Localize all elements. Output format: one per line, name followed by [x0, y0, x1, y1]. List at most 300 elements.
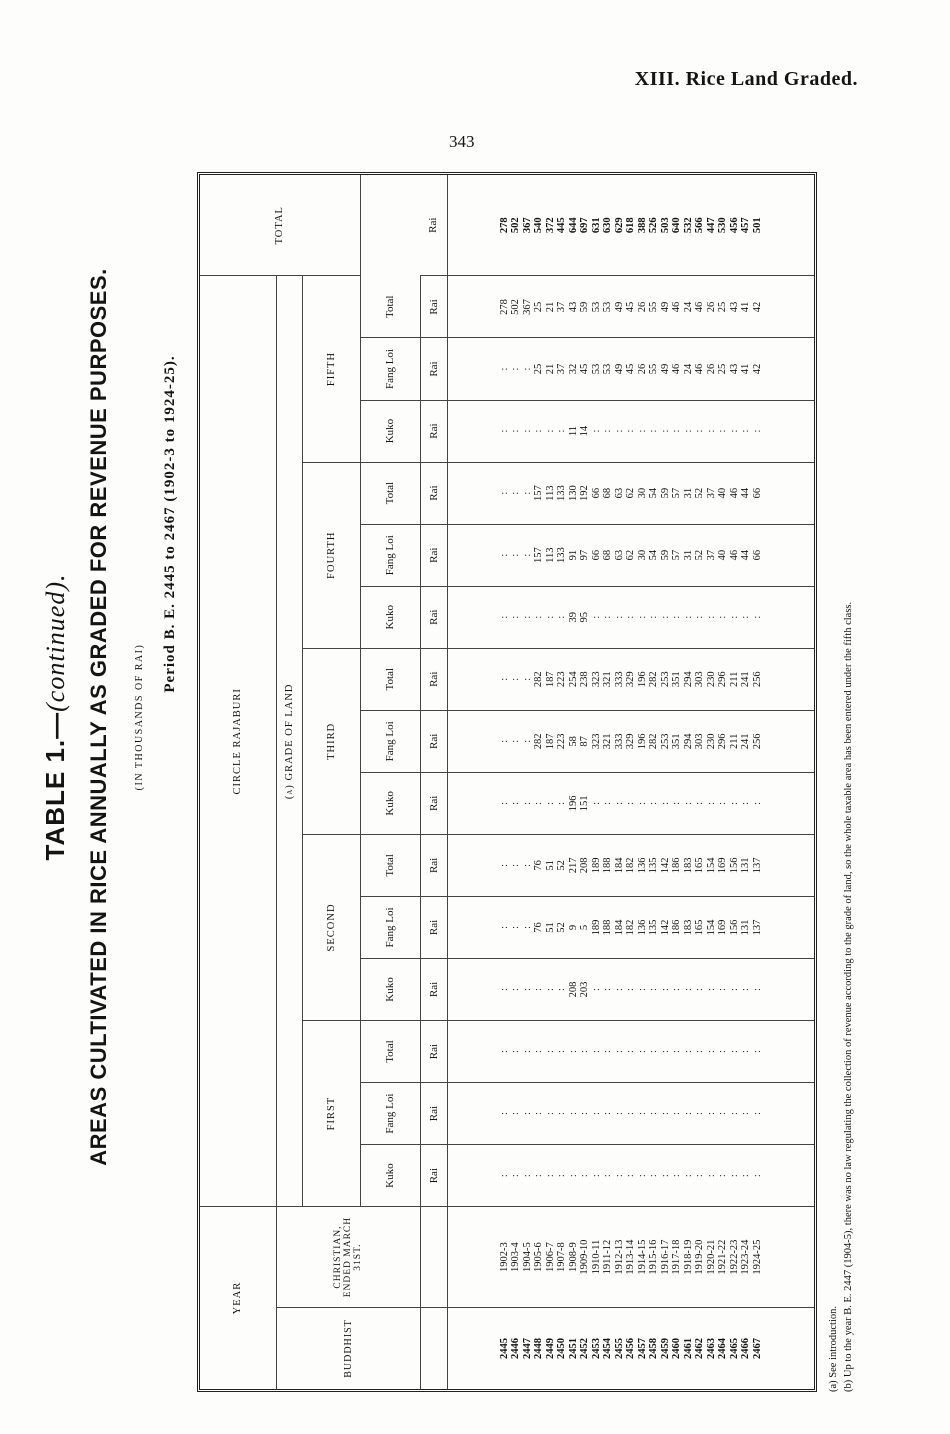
table-cell: 156	[728, 857, 740, 874]
unit-row	[420, 175, 447, 1389]
grade-fourth-header: FOURTH	[302, 462, 360, 648]
table-cell: 76	[533, 860, 544, 871]
table-cell: :	[521, 491, 533, 495]
table-cell: 154	[705, 857, 717, 874]
table-cell: :	[533, 801, 544, 805]
table-cell: 189	[590, 857, 602, 874]
table-cell: 282	[648, 671, 659, 688]
table-cell: 42	[751, 301, 763, 313]
table-cell: 2466	[740, 1338, 751, 1359]
table-cell: 54	[648, 549, 659, 561]
table-cell: :	[521, 1050, 533, 1053]
unit-cell: Rai	[420, 896, 447, 958]
table-cell: :	[590, 429, 602, 433]
table-cell: :	[682, 801, 694, 805]
table-cell: 59	[579, 301, 590, 313]
table-cell: 184	[613, 919, 625, 936]
unit-cell-empty	[420, 1307, 447, 1389]
subcol-second-0: Kuko	[360, 958, 420, 1020]
table-cell: 631	[590, 217, 602, 234]
table-title-prefix: TABLE 1.—	[40, 711, 70, 861]
table-cell: 43	[567, 301, 579, 313]
table-cell: :	[533, 429, 544, 433]
table-cell: 640	[671, 217, 682, 234]
table-cell: :	[694, 801, 705, 805]
table-cell: :	[579, 1112, 590, 1116]
table-cell: 223	[556, 671, 567, 688]
table-cell: :	[521, 925, 533, 929]
unit-cell: Rai	[420, 1145, 447, 1207]
table-cell: 351	[671, 733, 682, 750]
table-cell: :	[556, 988, 567, 991]
table-cell: :	[705, 988, 717, 991]
table-cell: :	[590, 1112, 602, 1116]
table-cell: 31	[682, 487, 694, 499]
table-cell: 445	[556, 217, 567, 234]
table-cell: 294	[682, 733, 694, 750]
subcol-second-1: Fang Loi	[360, 896, 420, 958]
table-cell: 24	[682, 363, 694, 375]
table-cell: :	[498, 429, 510, 433]
subcol-fifth-1: Fang Loi	[360, 338, 420, 400]
table-cell: 11	[567, 426, 579, 437]
table-cell: 187	[544, 733, 556, 750]
table-cell: 211	[728, 733, 740, 749]
table-cell: 1914-15	[636, 1239, 648, 1275]
table-cell: 372	[544, 217, 556, 234]
table-cell: 303	[694, 671, 705, 688]
table-cell: :	[659, 1050, 671, 1053]
table-cell: 26	[636, 363, 648, 375]
grade-header: (a) GRADE OF LAND	[276, 276, 302, 1207]
table-cell: :	[717, 801, 728, 805]
table-cell: :	[671, 1112, 682, 1116]
table-cell: :	[751, 988, 763, 991]
table-cell: :	[544, 1050, 556, 1053]
table-cell: 53	[602, 363, 613, 375]
table-cell: 501	[751, 217, 763, 234]
table-title	[40, 0, 71, 1434]
table-cell: 62	[625, 549, 636, 561]
table-cell: :	[659, 615, 671, 619]
table-cell: 329	[625, 733, 636, 750]
table-cell: 87	[579, 736, 590, 747]
table-cell: 157	[533, 485, 544, 501]
data-row	[447, 175, 814, 1389]
table-cell: :	[556, 801, 567, 805]
table-cell: 532	[682, 217, 694, 234]
table-cell: 1919-20	[694, 1239, 705, 1275]
table-cell: 186	[671, 919, 682, 936]
table-cell: 51	[544, 922, 556, 933]
table-cell: 503	[659, 217, 671, 234]
unit-cell: Rai	[420, 338, 447, 400]
rice-land-table	[200, 175, 814, 1389]
table-cell: :	[625, 429, 636, 433]
unit-cell: Rai	[420, 400, 447, 462]
table-cell: :	[498, 863, 510, 867]
table-cell: 1920-21	[705, 1239, 717, 1275]
table-cell: :	[521, 739, 533, 743]
table-cell: :	[602, 615, 613, 619]
table-cell: :	[613, 615, 625, 619]
table-cell: 44	[740, 487, 751, 499]
table-cell: 1915-16	[648, 1239, 659, 1275]
table-cell: 25	[533, 363, 544, 375]
table-cell: 278	[498, 299, 510, 315]
table-cell: 1907-8	[556, 1242, 567, 1272]
table-cell: 21	[544, 301, 556, 313]
table-cell: :	[636, 801, 648, 805]
table-cell: :	[751, 429, 763, 433]
table-cell: 25	[533, 301, 544, 313]
table-cell: 91	[567, 549, 579, 561]
table-cell: :	[521, 1174, 533, 1178]
table-cell: :	[521, 801, 533, 805]
table-cell: 157	[533, 547, 544, 564]
table-cell: :	[602, 1050, 613, 1053]
table-cell: 37	[556, 301, 567, 313]
table-cell: 186	[671, 857, 682, 874]
table-cell: 113	[544, 485, 556, 501]
subcol-first-1: Fang Loi	[360, 1083, 420, 1145]
table-cell: :	[510, 925, 521, 929]
table-cell: 333	[613, 733, 625, 750]
table-cell: :	[602, 429, 613, 433]
table-cell: :	[671, 801, 682, 805]
table-cell: 45	[579, 363, 590, 375]
table-cell: :	[648, 615, 659, 619]
table-cell: :	[659, 988, 671, 991]
table-cell: 367	[521, 299, 533, 315]
table-cell: 526	[648, 217, 659, 234]
table-cell: 45	[625, 301, 636, 313]
table-cell: 644	[567, 217, 579, 234]
table-cell: 1912-13	[613, 1239, 625, 1275]
column-fourth-fangloi	[447, 524, 814, 586]
table-cell: :	[510, 367, 521, 371]
table-cell: :	[510, 1112, 521, 1116]
table-cell: :	[556, 429, 567, 433]
table-cell: :	[636, 1174, 648, 1178]
table-cell: 169	[717, 919, 728, 936]
table-cell: :	[636, 1050, 648, 1053]
grade-fifth-header: FIFTH	[302, 276, 360, 462]
table-cell: :	[510, 988, 521, 991]
table-cell: :	[717, 988, 728, 991]
subcol-fifth-0: Kuko	[360, 400, 420, 462]
table-cell: :	[510, 491, 521, 495]
table-cell: 26	[636, 301, 648, 313]
table-cell: :	[682, 988, 694, 991]
table-cell: :	[625, 801, 636, 805]
table-cell: :	[728, 429, 740, 433]
table-cell: 2455	[613, 1338, 625, 1359]
grade-second-header: SECOND	[302, 834, 360, 1020]
table-cell: :	[533, 615, 544, 619]
table-cell: :	[682, 1112, 694, 1116]
subcol-fifth-2: Total	[360, 276, 420, 338]
table-cell: 46	[694, 301, 705, 313]
table-cell: :	[533, 988, 544, 991]
table-cell: 456	[728, 217, 740, 234]
table-cell: :	[544, 429, 556, 433]
table-cell: 154	[705, 919, 717, 936]
table-cell: 165	[694, 919, 705, 936]
table-cell: 630	[602, 217, 613, 234]
table-cell: :	[556, 615, 567, 619]
table-cell: 282	[648, 733, 659, 750]
table-cell: :	[613, 1050, 625, 1053]
table-cell: :	[521, 367, 533, 371]
table-cell: 184	[613, 857, 625, 874]
unit-cell: Rai	[420, 1021, 447, 1083]
table-cell: 238	[579, 671, 590, 688]
table-cell: 211	[728, 671, 740, 687]
table-cell: 2458	[648, 1338, 659, 1359]
table-cell: 37	[556, 363, 567, 375]
table-cell: :	[567, 1112, 579, 1116]
table-cell: :	[556, 1174, 567, 1178]
table-cell: :	[740, 801, 751, 805]
table-cell: :	[671, 1174, 682, 1178]
table-cell: 217	[567, 857, 579, 874]
table-cell: :	[498, 1174, 510, 1178]
table-cell: 323	[590, 733, 602, 750]
table-cell: 2453	[590, 1338, 602, 1359]
table-cell: 142	[659, 919, 671, 936]
table-cell: 2463	[705, 1338, 717, 1359]
table-cell: 1918-19	[682, 1239, 694, 1275]
table-cell: 46	[671, 363, 682, 375]
column-third-fangloi	[447, 710, 814, 772]
table-cell: :	[498, 615, 510, 619]
table-cell: :	[717, 1112, 728, 1116]
unit-cell: Rai	[420, 648, 447, 710]
table-cell: :	[613, 988, 625, 991]
footnote-a-marker: (a)	[828, 1380, 839, 1392]
table-cell: :	[625, 1174, 636, 1178]
table-cell: 95	[579, 611, 590, 623]
table-cell: :	[648, 1050, 659, 1053]
table-cell: 618	[625, 217, 636, 234]
grade-third-header: THIRD	[302, 648, 360, 834]
table-cell: :	[717, 1050, 728, 1053]
table-cell: 66	[590, 549, 602, 561]
table-cell: 55	[648, 301, 659, 313]
table-cell: 282	[533, 733, 544, 750]
table-cell: 253	[659, 671, 671, 688]
table-cell: :	[751, 1174, 763, 1178]
table-cell: :	[498, 1112, 510, 1116]
table-cell: :	[498, 553, 510, 557]
table-cell: 169	[717, 857, 728, 874]
table-cell: :	[671, 988, 682, 991]
table-cell: :	[682, 615, 694, 619]
table-cell: :	[705, 1174, 717, 1178]
table-cell: :	[613, 1174, 625, 1178]
table-cell: 296	[717, 671, 728, 688]
table-cell: :	[659, 1174, 671, 1178]
table-cell: :	[636, 429, 648, 433]
table-cell: 52	[556, 860, 567, 871]
table-cell: :	[728, 988, 740, 991]
table-cell: 142	[659, 857, 671, 874]
table-cell: 9	[567, 924, 579, 931]
table-cell: 44	[740, 549, 751, 561]
table-cell: 53	[590, 301, 602, 313]
table-cell: 135	[648, 919, 659, 936]
table-cell: :	[751, 1112, 763, 1116]
table-cell: 203	[579, 981, 590, 998]
table-cell: 1916-17	[659, 1239, 671, 1275]
table-cell: 46	[694, 363, 705, 375]
table-cell: :	[751, 801, 763, 805]
table-cell: 46	[728, 549, 740, 561]
table-cell: 40	[717, 487, 728, 499]
table-cell: 208	[567, 981, 579, 998]
table-cell: 2452	[579, 1338, 590, 1359]
table-cell: 2447	[521, 1338, 533, 1359]
table-cell: 1923-24	[740, 1239, 751, 1275]
table-cell: :	[510, 615, 521, 619]
table-cell: :	[705, 429, 717, 433]
year-header: YEAR	[200, 1207, 276, 1389]
table-cell: 131	[740, 857, 751, 874]
footnote-a-text: See introduction.	[828, 1305, 839, 1378]
subcol-first-0: Kuko	[360, 1145, 420, 1207]
table-cell: 62	[625, 487, 636, 499]
table-cell: 187	[544, 671, 556, 688]
table-cell: 30	[636, 487, 648, 499]
table-cell: :	[705, 1112, 717, 1116]
table-cell: :	[590, 801, 602, 805]
table-cell: 241	[740, 733, 751, 750]
table-cell: :	[590, 615, 602, 619]
table-cell: :	[682, 429, 694, 433]
table-cell: :	[671, 429, 682, 433]
table-cell: 1913-14	[625, 1239, 636, 1275]
table-cell: 2456	[625, 1338, 636, 1359]
table-cell: :	[521, 615, 533, 619]
table-cell: :	[590, 1050, 602, 1053]
column-second-kuko	[447, 958, 814, 1020]
table-cell: :	[717, 1174, 728, 1178]
table-cell: 1921-22	[717, 1239, 728, 1275]
table-cell: :	[602, 801, 613, 805]
table-cell: 457	[740, 217, 751, 234]
subcol-second-2: Total	[360, 834, 420, 896]
table-cell: 367	[521, 217, 533, 234]
table-cell: 2450	[556, 1338, 567, 1359]
table-cell: :	[751, 1050, 763, 1053]
column-second-fangloi	[447, 896, 814, 958]
table-cell: 1924-25	[751, 1239, 763, 1275]
unit-cell: Rai	[420, 175, 447, 276]
table-cell: 351	[671, 671, 682, 688]
table-cell: 41	[740, 301, 751, 313]
table-cell: :	[544, 1174, 556, 1178]
table-frame	[197, 172, 817, 1392]
table-cell: :	[498, 739, 510, 743]
table-cell: :	[533, 1112, 544, 1116]
table-cell: 321	[602, 671, 613, 688]
table-cell: 294	[682, 671, 694, 688]
table-cell: 57	[671, 487, 682, 499]
table-cell: 51	[544, 860, 556, 871]
table-cell: 5	[579, 924, 590, 931]
column-first-fangloi	[447, 1083, 814, 1145]
table-cell: 2459	[659, 1338, 671, 1359]
table-cell: 2461	[682, 1338, 694, 1359]
table-cell: 183	[682, 857, 694, 874]
table-cell: 1902-3	[498, 1242, 510, 1272]
table-cell: 58	[567, 736, 579, 747]
unit-cell: Rai	[420, 586, 447, 648]
table-cell: 254	[567, 671, 579, 688]
table-cell: 241	[740, 671, 751, 688]
table-cell: 189	[590, 919, 602, 936]
table-cell: 329	[625, 671, 636, 688]
table-cell: 131	[740, 919, 751, 936]
table-cell: :	[544, 988, 556, 991]
table-cell: :	[579, 1174, 590, 1178]
table-cell: :	[636, 988, 648, 991]
table-cell: 66	[590, 487, 602, 499]
table-cell: :	[533, 1050, 544, 1053]
table-cell: :	[648, 801, 659, 805]
table-cell: 1908-9	[567, 1242, 579, 1272]
table-cell: 183	[682, 919, 694, 936]
table-cell: 566	[694, 217, 705, 234]
table-cell: 321	[602, 733, 613, 750]
table-cell: 253	[659, 733, 671, 750]
table-cell: 53	[590, 363, 602, 375]
table-cell: :	[648, 1174, 659, 1178]
table-cell: :	[751, 615, 763, 619]
table-cell: :	[510, 553, 521, 557]
table-cell: 1910-11	[590, 1239, 602, 1275]
table-cell: 188	[602, 857, 613, 874]
table-cell: 333	[613, 671, 625, 688]
table-cell: :	[648, 1112, 659, 1116]
table-cell: 530	[717, 217, 728, 234]
table-cell: 49	[659, 363, 671, 375]
footnote-b-marker: (b)	[843, 1379, 854, 1392]
unit-cell: Rai	[420, 834, 447, 896]
table-cell: 192	[579, 485, 590, 501]
table-cell: :	[705, 1050, 717, 1053]
subcol-fourth-1: Fang Loi	[360, 524, 420, 586]
table-cell: 629	[613, 217, 625, 234]
table-cell: :	[510, 739, 521, 743]
table-cell: 1922-23	[728, 1239, 740, 1275]
table-cell: 40	[717, 549, 728, 561]
table-cell: :	[498, 801, 510, 805]
period-label: Period B. E. 2445 to 2467 (1902-3 to 1924-25).	[162, 355, 178, 693]
column-first-total	[447, 1021, 814, 1083]
table-cell: 2448	[533, 1338, 544, 1359]
table-cell: 182	[625, 919, 636, 936]
unit-cell: Rai	[420, 710, 447, 772]
table-cell: :	[533, 1174, 544, 1178]
table-cell: 1903-4	[510, 1242, 521, 1272]
table-cell: 256	[751, 733, 763, 750]
table-cell: :	[740, 988, 751, 991]
table-cell: 697	[579, 217, 590, 234]
table-title-suffix: (continued).	[41, 573, 70, 712]
table-cell: 137	[751, 919, 763, 936]
